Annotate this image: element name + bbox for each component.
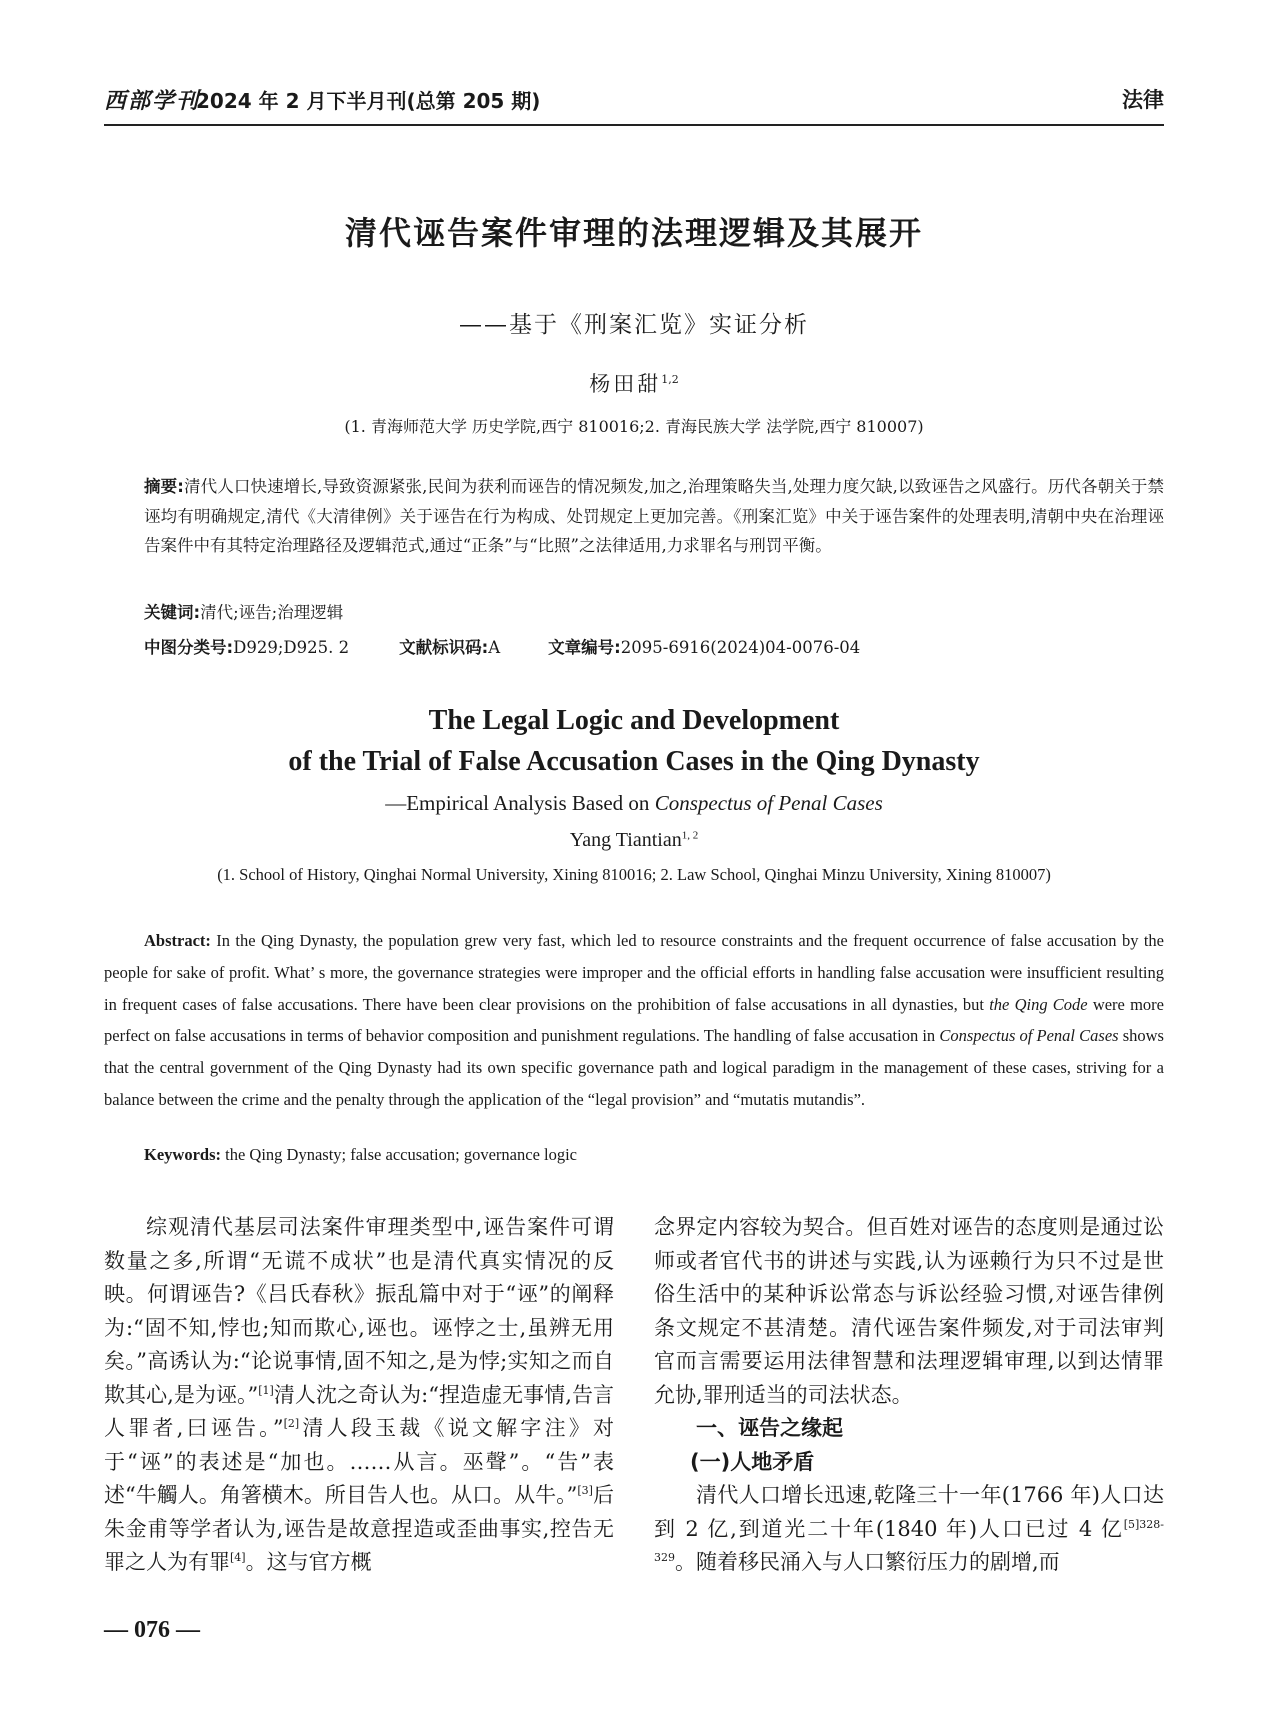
en-author-sup: 1, 2 [681,829,699,842]
body-text: 清代人口增长迅速,乾隆三十一年(1766 年)人口达到 2 亿,到道光二十年(1840 年)人口已过 4 亿 [654,1483,1164,1541]
en-keywords [144,1145,1144,1165]
body-text: 综观清代基层司法案件审理类型中,诬告案件可谓数量之多,所谓“无谎不成状”也是清代真实情况的反映。何谓诬告?《吕氏春秋》振乱篇中对于“诬”的阐释为:“固不知,悖也;知而欺心,诬也。诬悖之士,虽辨无用矣。”高诱认为:“论说事情,固不知之,是为悖;实知之而自欺其心,是为诬。” [104,1215,614,1407]
doc-code-label: 文献标识码: [399,638,489,657]
header-rule [104,124,1164,126]
subsection-heading: (一)人地矛盾 [690,1449,815,1474]
journal-logo: 西部学刊 [104,88,201,114]
en-author [0,829,1268,852]
cn-affiliation: (1. 青海师范大学 历史学院,西宁 810016;2. 青海民族大学 法学院,西宁 810007) [344,417,924,436]
citation: [4] [230,1551,246,1564]
en-title-line2: of the Trial of False Accusation Cases in the Qing Dynasty [288,746,980,777]
en-subtitle-italic: Conspectus of Penal Cases [654,791,883,815]
en-abstract [104,925,1164,1116]
en-author-name: Yang Tiantian [569,829,682,851]
cn-author-name: 杨田甜 [589,372,662,396]
body-column-left [104,1211,614,1580]
en-keywords-text: the Qing Dynasty; false accusation; governance logic [221,1145,578,1164]
body-text: 清人沈之奇认为:“捏造虚无事情,告言人罪者,曰诬告。” [104,1382,614,1440]
en-abstract-italic-2: Conspectus of Penal Cases [939,1026,1119,1046]
body-paragraph [654,1479,1164,1580]
citation: [1] [258,1383,274,1397]
issue-info: 2024 年 2 月下半月刊(总第 205 期) [196,89,541,113]
page-number: — 076 — [104,1617,200,1643]
cn-abstract [144,472,1164,561]
cn-author [0,368,1268,398]
cn-keywords-text: 清代;诬告;治理逻辑 [200,603,344,622]
body-paragraph: 念界定内容较为契合。但百姓对诬告的态度则是通过讼师或者官代书的讲述与实践,认为诬赖行为只不过是世俗生活中的某种诉讼常态与诉讼经验习惯,对诬告律例条文规定不甚清楚。清代诬告案件频发,对于司法审判官而言需要运用法律智慧和法理逻辑审理,以到达情罪允协,罪刑适当的司法状态。 [654,1215,1164,1407]
cn-keywords-label: 关键词: [144,603,201,622]
en-subtitle [0,791,1268,816]
en-keywords-label: Keywords: [144,1145,221,1164]
article-no-value: 2095-6916(2024)04-0076-04 [620,638,861,657]
body-text: 清人段玉裁《说文解字注》对于“诬”的表述是“加也。……从言。巫聲”。“告”表述“牛觸人。角箸横木。所目告人也。从口。从牛。” [104,1416,614,1507]
cn-keywords [144,599,1164,623]
doc-code-value: A [488,638,501,657]
citation: [2] [283,1417,300,1430]
en-subtitle-prefix: —Empirical Analysis Based on [385,791,655,815]
body-paragraph [104,1211,614,1580]
cn-classification [144,634,1164,658]
article-no-label: 文章编号: [548,638,621,657]
en-affiliation: (1. School of History, Qinghai Normal University, Xining 810016; 2. Law School, Qinghai Minzu University, Xining 810007) [217,865,1051,884]
cn-abstract-label: 摘要: [144,477,184,496]
en-abstract-italic-1: the Qing Code [989,994,1088,1014]
body-column-right [654,1211,1164,1580]
cn-title: 清代诬告案件审理的法理逻辑及其展开 [344,214,923,252]
section-heading: 一、诬告之缘起 [696,1416,843,1440]
running-header [104,84,1164,118]
en-abstract-text-2: were more perfect on false accusations in terms of behavior composition and punishment regulations. The handling of false accusation in [104,994,1164,1046]
clc-label: 中图分类号: [144,638,234,657]
citation: [3] [577,1484,593,1497]
en-abstract-text-3: shows that the central government of the Qing Dynasty had its own specific governance path and logical paradigm in the management of these cases, striving for a balance between the crime and the penalty through the application of the “legal provision” and “mutatis mutandis”. [104,1026,1164,1109]
body-text: 。随着移民涌入与人口繁衍压力的剧增,而 [675,1550,1060,1574]
cn-abstract-text: 清代人口快速增长,导致资源紧张,民间为获利而诬告的情况频发,加之,治理策略失当,处理力度欠缺,以致诬告之风盛行。历代各朝关于禁诬均有明确规定,清代《大清律例》关于诬告在行为构成、处罚规定上更加完善。《刑案汇览》中关于诬告案件的处理表明,清朝中央在治理诬告案件中有其特定治理路径及逻辑范式,通过“正条”与“比照”之法律适用,力求罪名与刑罚平衡。 [144,477,1164,555]
citation: [5]328-329 [654,1517,1164,1564]
en-abstract-label: Abstract: [144,931,211,950]
section-label: 法律 [1122,88,1164,112]
clc-value: D929;D925. 2 [233,638,350,657]
cn-subtitle: ——基于《刑案汇览》实证分析 [459,312,809,338]
en-title-line1: The Legal Logic and Development [428,705,840,736]
en-abstract-text-1: In the Qing Dynasty, the population grew very fast, which led to resource constraints and the frequent occurrence of false accusation by the people for sake of profit. What’ s more, the governance strategies were improper and the official efforts in handling false accusation were insufficient resulting in frequent cases of false accusations. There have been clear provisions on the prohibition of false accusations in all dynasties, but [104,931,1164,1014]
body-text: 。这与官方概 [245,1550,372,1574]
body-text: 后朱金甫等学者认为,诬告是故意捏造或歪曲事实,控告无罪之人为有罪 [104,1483,614,1574]
cn-author-sup: 1,2 [661,373,679,386]
